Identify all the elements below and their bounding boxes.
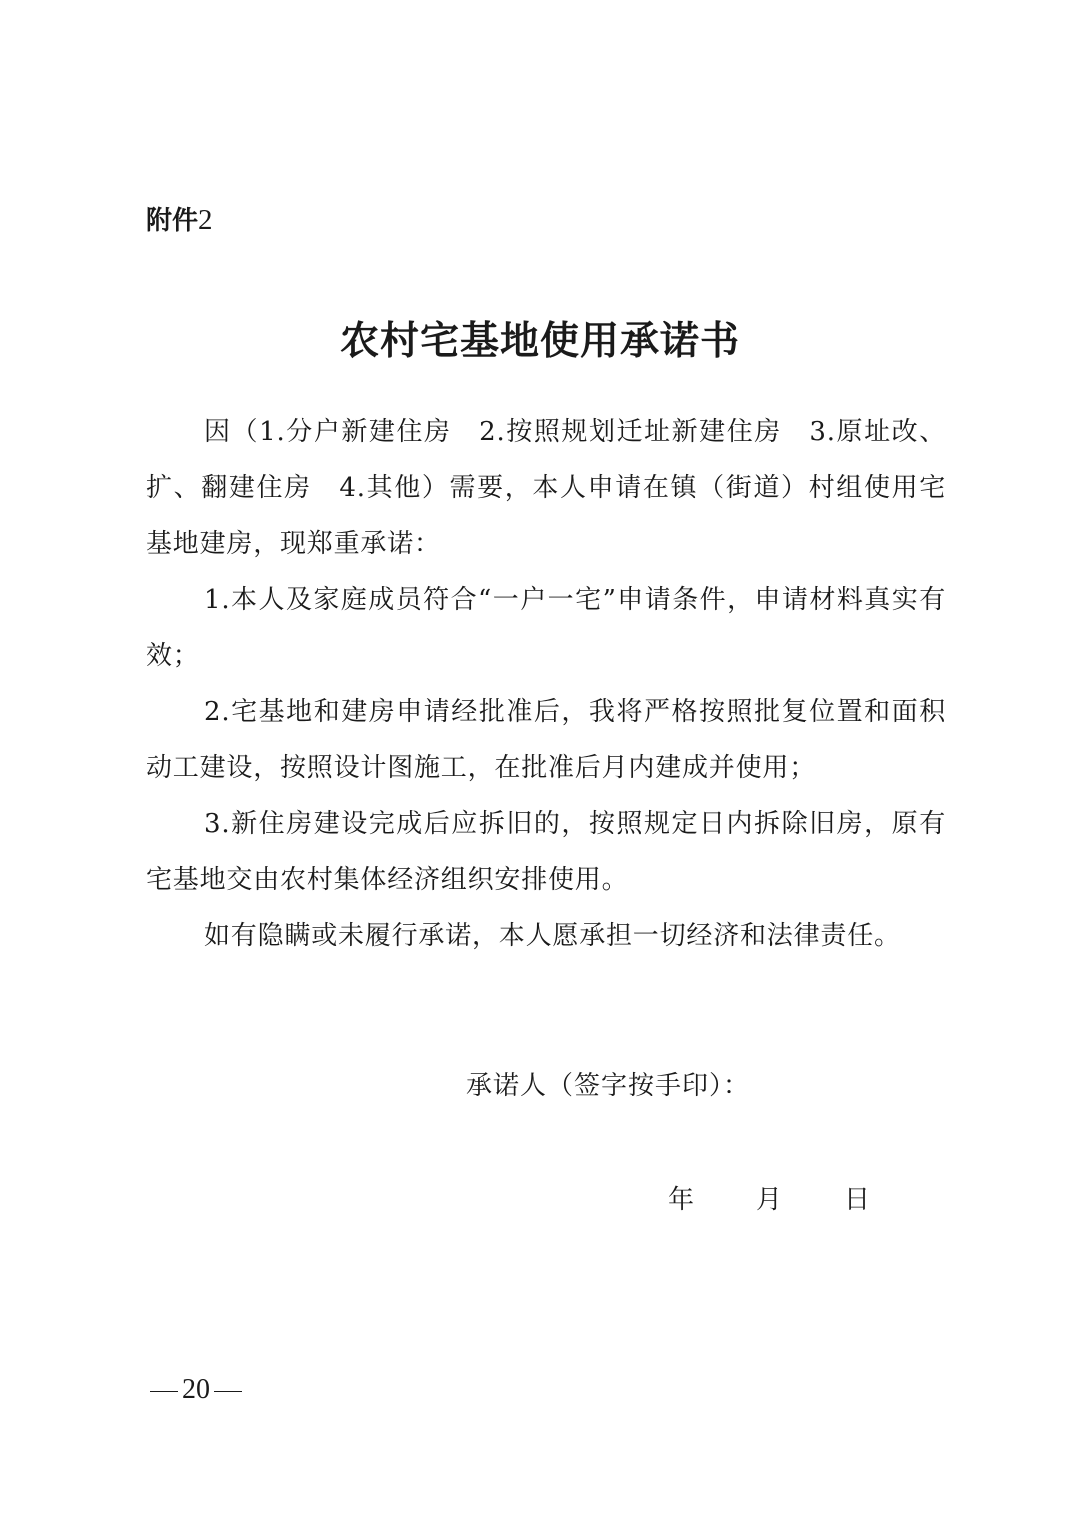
date-line — [668, 1176, 870, 1224]
date-day: 日 — [844, 1185, 871, 1215]
attachment-label-text: 附件 — [146, 206, 199, 236]
page-number-right-dash — [214, 1391, 242, 1393]
commitment-item-1: 1.本人及家庭成员符合“一户一宅”申请条件，申请材料真实有效； — [146, 585, 946, 671]
document-body — [146, 404, 946, 964]
commitment-item-2: 2.宅基地和建房申请经批准后，我将严格按照批复位置和面积动工建设，按照设计图施工，在批准后月内建成并使用； — [146, 697, 946, 783]
date-year: 年 — [668, 1185, 695, 1215]
page-number — [146, 1370, 246, 1410]
page-number-left-dash — [150, 1391, 178, 1393]
date-month: 月 — [756, 1185, 783, 1215]
document-title: 农村宅基地使用承诺书 — [339, 319, 740, 364]
liability-statement: 如有隐瞒或未履行承诺，本人愿承担一切经济和法律责任。 — [204, 921, 901, 951]
intro-paragraph: 因（1.分户新建住房 2.按照规划迁址新建住房 3.原址改、扩、翻建住房 4.其他）需要，本人申请在镇（街道）村组使用宅基地建房，现郑重承诺： — [146, 417, 946, 559]
commitment-item-3: 3.新住房建设完成后应拆旧的，按照规定日内拆除旧房，原有宅基地交由农村集体经济组织安排使用。 — [146, 809, 946, 895]
page-number-value: 20 — [182, 1374, 210, 1405]
signature-line: 承诺人（签字按手印）： — [466, 1071, 751, 1101]
attachment-number: 2 — [198, 204, 213, 236]
attachment-label — [146, 200, 213, 241]
